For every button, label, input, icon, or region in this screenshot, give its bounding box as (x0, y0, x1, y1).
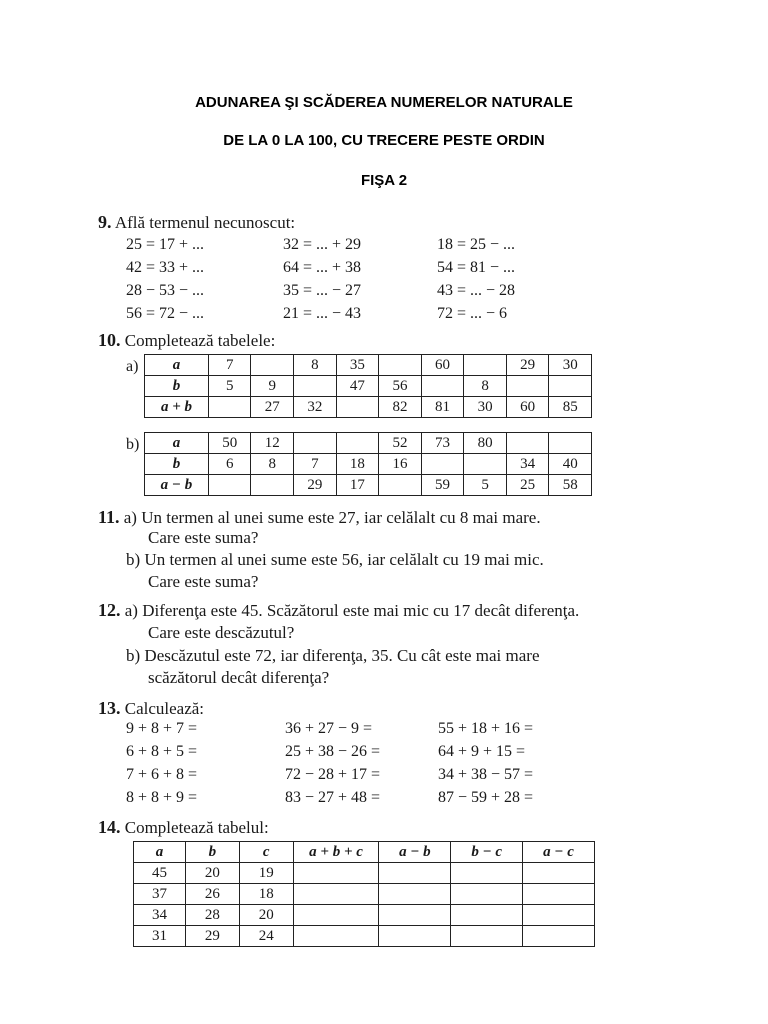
calculation: 64 + 9 + 15 = (438, 743, 526, 760)
table-row (145, 397, 592, 418)
table-cell: 47 (336, 376, 379, 397)
table-row (134, 884, 595, 905)
equation: 42 = 33 + ... (126, 259, 205, 276)
subpart-label: b) (126, 550, 141, 569)
table-cell: 8 (464, 376, 507, 397)
column-header: a − c (523, 842, 595, 863)
column-header: b (185, 842, 239, 863)
table-cell (506, 433, 549, 454)
equation: 18 = 25 − ... (437, 236, 516, 253)
problem-text: Diferenţa este 45. Scăzătorul este mai mic cu 17 decât diferenţa. (142, 601, 580, 620)
table-cell (336, 433, 379, 454)
table-cell: 9 (251, 376, 294, 397)
table-row (134, 905, 595, 926)
table-cell: 34 (506, 454, 549, 475)
table-cell: 32 (294, 397, 337, 418)
table-cell: 34 (134, 905, 186, 926)
table-cell (293, 926, 379, 947)
table-cell: 30 (464, 397, 507, 418)
table-cell: 82 (379, 397, 422, 418)
exercise-number: 9. (98, 212, 112, 232)
equation: 54 = 81 − ... (437, 259, 516, 276)
exercise-14-heading (98, 817, 269, 838)
table-cell: 25 (506, 475, 549, 496)
equation: 64 = ... + 38 (283, 259, 362, 276)
row-header: a − b (145, 475, 209, 496)
subpart (126, 550, 544, 570)
exercise-instruction: Află termenul necunoscut: (114, 213, 296, 232)
table-row (134, 926, 595, 947)
table-cell: 17 (336, 475, 379, 496)
table-cell (523, 926, 595, 947)
exercise-11 (98, 507, 541, 528)
table-cell (336, 397, 379, 418)
subpart (126, 646, 540, 666)
table-cell (451, 926, 523, 947)
table-cell (379, 926, 451, 947)
table-cell: 40 (549, 454, 592, 475)
equation: 72 = ... − 6 (437, 305, 508, 322)
table-cell: 18 (239, 884, 293, 905)
table-row (145, 454, 592, 475)
table-cell: 29 (185, 926, 239, 947)
table-cell (293, 884, 379, 905)
subpart-label: a) (123, 508, 137, 527)
table-cell: 27 (251, 397, 294, 418)
problem-text: Descăzutul este 72, iar diferenţa, 35. Cu cât este mai mare (144, 646, 540, 665)
equation: 56 = 72 − ... (126, 305, 205, 322)
exercise-number: 14. (98, 817, 121, 837)
column-header: a − b (379, 842, 451, 863)
column-header: b − c (451, 842, 523, 863)
equation: 32 = ... + 29 (283, 236, 362, 253)
calculation: 25 + 38 − 26 = (285, 743, 381, 760)
table-cell: 59 (421, 475, 464, 496)
equation: 28 − 53 − ... (126, 282, 205, 299)
page-title: ADUNAREA ŞI SCĂDEREA NUMERELOR NATURALE (195, 94, 573, 111)
calculation: 9 + 8 + 7 = (126, 720, 198, 737)
table-cell (549, 376, 592, 397)
table-b-label: b) (126, 436, 140, 453)
table-cell: 6 (208, 454, 251, 475)
table-cell: 35 (336, 355, 379, 376)
table-cell (451, 863, 523, 884)
subtraction-table (144, 432, 592, 496)
table-row (145, 475, 592, 496)
table-cell (251, 475, 294, 496)
equation: 21 = ... − 43 (283, 305, 362, 322)
row-header: a (145, 433, 209, 454)
exercise-number: 10. (98, 330, 121, 350)
calculation: 6 + 8 + 5 = (126, 743, 198, 760)
table-row (145, 355, 592, 376)
table-cell (523, 884, 595, 905)
table-cell: 26 (185, 884, 239, 905)
table-cell (251, 355, 294, 376)
table-cell: 37 (134, 884, 186, 905)
equation: 25 = 17 + ... (126, 236, 205, 253)
exercise-number: 12. (98, 600, 121, 620)
table-cell: 20 (185, 863, 239, 884)
table-cell: 7 (294, 454, 337, 475)
table-cell: 7 (208, 355, 251, 376)
table-cell: 81 (421, 397, 464, 418)
table-cell (379, 475, 422, 496)
table-a-label: a) (126, 358, 139, 375)
table-cell (451, 884, 523, 905)
table-cell: 5 (208, 376, 251, 397)
row-header: a (145, 355, 209, 376)
problem-text: Care este suma? (148, 528, 259, 547)
exercise-12 (98, 600, 579, 621)
table-cell: 80 (464, 433, 507, 454)
row-header: a + b (145, 397, 209, 418)
table-cell (379, 863, 451, 884)
table-cell (379, 905, 451, 926)
table-cell (421, 376, 464, 397)
table-header-row (134, 842, 595, 863)
table-cell (294, 433, 337, 454)
table-cell: 58 (549, 475, 592, 496)
exercise-13-heading (98, 698, 204, 719)
calculation: 7 + 6 + 8 = (126, 766, 198, 783)
equation: 35 = ... − 27 (283, 282, 362, 299)
table-cell (421, 454, 464, 475)
column-header: a + b + c (293, 842, 379, 863)
row-header: b (145, 376, 209, 397)
table-cell: 85 (549, 397, 592, 418)
table-cell: 24 (239, 926, 293, 947)
worksheet-label: FIŞA 2 (360, 172, 408, 189)
table-cell (523, 863, 595, 884)
problem-text: Care este descăzutul? (148, 623, 295, 642)
table-cell: 28 (185, 905, 239, 926)
table-cell (379, 355, 422, 376)
exercise-10-heading (98, 330, 275, 351)
table-cell: 18 (336, 454, 379, 475)
problem-text: Un termen al unei sume este 56, iar celălalt cu 19 mai mic. (144, 550, 544, 569)
calculation: 36 + 27 − 9 = (285, 720, 373, 737)
table-cell (464, 355, 507, 376)
table-cell: 20 (239, 905, 293, 926)
subpart-label: a) (124, 601, 138, 620)
calculation: 83 − 27 + 48 = (285, 789, 381, 806)
problem-text: Un termen al unei sume este 27, iar celălalt cu 8 mai mare. (141, 508, 541, 527)
problem-text: Care este suma? (148, 572, 259, 591)
exercise-9-heading (98, 212, 295, 233)
subpart-label: b) (126, 646, 141, 665)
calculation: 87 − 59 + 28 = (438, 789, 534, 806)
table-row (134, 863, 595, 884)
calculation: 55 + 18 + 16 = (438, 720, 534, 737)
table-cell (293, 863, 379, 884)
table-cell: 50 (208, 433, 251, 454)
equation: 43 = ... − 28 (437, 282, 516, 299)
expression-table (133, 841, 595, 947)
table-cell (506, 376, 549, 397)
table-cell: 60 (421, 355, 464, 376)
table-cell: 45 (134, 863, 186, 884)
table-cell (293, 905, 379, 926)
column-header: a (134, 842, 186, 863)
exercise-instruction: Calculează: (124, 699, 205, 718)
table-cell: 29 (506, 355, 549, 376)
table-cell: 29 (294, 475, 337, 496)
table-cell: 8 (251, 454, 294, 475)
table-cell: 73 (421, 433, 464, 454)
table-cell (294, 376, 337, 397)
table-cell (208, 475, 251, 496)
table-cell (464, 454, 507, 475)
table-cell (523, 905, 595, 926)
table-cell: 5 (464, 475, 507, 496)
calculation: 8 + 8 + 9 = (126, 789, 198, 806)
table-cell: 12 (251, 433, 294, 454)
page-subtitle: DE LA 0 LA 100, CU TRECERE PESTE ORDIN (223, 132, 545, 149)
exercise-instruction: Completează tabelele: (124, 331, 276, 350)
table-cell: 8 (294, 355, 337, 376)
table-cell: 30 (549, 355, 592, 376)
calculation: 72 − 28 + 17 = (285, 766, 381, 783)
table-cell (549, 433, 592, 454)
table-row (145, 376, 592, 397)
row-header: b (145, 454, 209, 475)
column-header: c (239, 842, 293, 863)
calculation: 34 + 38 − 57 = (438, 766, 534, 783)
table-cell (379, 884, 451, 905)
table-cell: 60 (506, 397, 549, 418)
table-cell: 56 (379, 376, 422, 397)
problem-text: scăzătorul decât diferenţa? (148, 668, 330, 687)
table-cell: 52 (379, 433, 422, 454)
table-row (145, 433, 592, 454)
table-cell (451, 905, 523, 926)
exercise-number: 13. (98, 698, 121, 718)
table-cell: 16 (379, 454, 422, 475)
addition-table (144, 354, 592, 418)
table-cell: 31 (134, 926, 186, 947)
table-cell: 19 (239, 863, 293, 884)
exercise-number: 11. (98, 507, 120, 527)
exercise-instruction: Completează tabelul: (124, 818, 269, 837)
table-cell (208, 397, 251, 418)
